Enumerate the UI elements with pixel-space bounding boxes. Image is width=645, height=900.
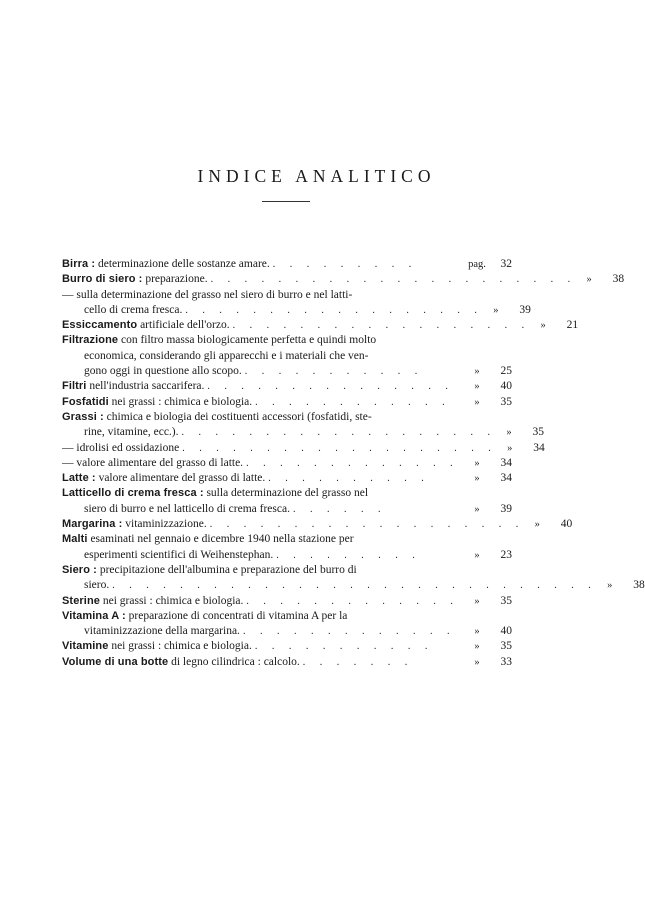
entry-text: vitaminizzazione.	[125, 518, 207, 531]
index-line	[62, 624, 512, 639]
index-line	[62, 532, 512, 547]
page-marker: »	[474, 595, 480, 607]
entry-text: vitaminizzazione della margarina.	[84, 625, 240, 638]
index-line	[62, 288, 512, 303]
entry-text: gono oggi in questione allo scopo.	[84, 365, 242, 378]
page-marker: »	[507, 442, 513, 454]
index-list	[62, 257, 645, 670]
page-marker: »	[474, 641, 480, 653]
entry-text: precipitazione dell'albumina e preparazione del burro di	[99, 563, 357, 576]
page-number: 40	[560, 518, 573, 531]
page-marker: »	[493, 304, 499, 316]
entry-text: valore alimentare del grasso di latte.	[98, 472, 266, 485]
entry-heading: Latticello di crema fresca :	[62, 487, 204, 500]
leader-dots: . . . . . .	[292, 503, 387, 515]
leader-dots: . . . . . . . . . . .	[254, 641, 434, 653]
page-marker: »	[586, 274, 592, 286]
entry-heading: Filtri	[62, 380, 87, 393]
page-number: 39	[500, 502, 512, 515]
page-marker: »	[474, 549, 480, 561]
page-number: 33	[500, 655, 512, 668]
entry-text: nell'industria saccarifera.	[89, 380, 205, 393]
entry-text: — sulla determinazione del grasso nel siero di burro e nel latti-	[62, 288, 353, 301]
index-line	[62, 548, 512, 563]
entry-text: con filtro massa biologicamente perfetta e quindi molto	[120, 334, 377, 347]
index-entry	[62, 395, 512, 410]
page-marker: »	[474, 503, 480, 515]
index-entry	[62, 318, 579, 333]
page-number: 23	[500, 548, 512, 561]
entry-heading: Sterine	[62, 594, 100, 607]
entry-heading: Siero :	[62, 563, 97, 576]
index-entry	[62, 333, 512, 379]
entry-text: preparazione.	[145, 273, 208, 286]
entry-heading: Essiccamento	[62, 319, 138, 332]
leader-dots: . . . . . . . . . . .	[244, 366, 424, 378]
page-marker: »	[474, 381, 480, 393]
page-marker: »	[607, 580, 613, 592]
index-entry	[62, 456, 512, 471]
index-line	[62, 257, 512, 272]
index-line	[62, 486, 512, 501]
index-entry	[62, 471, 512, 486]
leader-dots: . . . . . . . . . . . . . . . . . . .	[182, 442, 497, 454]
page-marker: pag.	[468, 259, 486, 270]
entry-text: nei grassi : chimica e biologia.	[111, 395, 253, 408]
page-marker: »	[534, 519, 540, 531]
entry-text: sulla determinazione del grasso nel	[206, 487, 369, 500]
page-number: 35	[532, 426, 545, 439]
index-entry	[62, 288, 531, 319]
page-marker: »	[474, 626, 480, 638]
index-entry	[62, 257, 512, 272]
index-line	[62, 425, 545, 440]
index-entry	[62, 563, 645, 594]
page-marker: »	[474, 457, 480, 469]
leader-dots: . . . . . . . . . . . . .	[246, 595, 459, 607]
page-marker: »	[474, 656, 480, 668]
index-line	[62, 456, 512, 471]
entry-heading: Volume di una botte	[62, 655, 169, 668]
entry-text: — idrolisi ed ossidazione	[62, 441, 180, 454]
entry-text: esperimenti scientifici di Weihenstephan.	[84, 548, 274, 561]
index-line	[62, 441, 545, 456]
entry-text: — valore alimentare del grasso di latte.	[62, 456, 244, 469]
page-number: 39	[519, 303, 531, 316]
entry-text: esaminati nel gennaio e dicembre 1940 nella stazione per	[90, 533, 354, 546]
page-number: 40	[500, 380, 512, 393]
page-marker: »	[506, 427, 512, 439]
index-entry	[62, 532, 512, 563]
page-number: 32	[500, 258, 512, 270]
index-line	[62, 303, 531, 318]
index-entry	[62, 272, 625, 287]
leader-dots: . . . . . . . . . . . . . . .	[207, 381, 454, 393]
index-line	[62, 410, 512, 425]
index-line	[62, 639, 512, 654]
leader-dots: . . . . . . . . . . . . . . . . . . .	[209, 519, 525, 531]
index-entry	[62, 639, 512, 654]
entry-text: siero.	[84, 579, 110, 592]
entry-heading: Filtrazione	[62, 334, 119, 347]
page-marker: »	[474, 366, 480, 378]
leader-dots: . . . . . . .	[302, 656, 414, 668]
leader-dots: . . . . . . . . . . . . .	[242, 626, 456, 638]
entry-heading: Fosfatidi	[62, 395, 109, 408]
index-line	[62, 349, 512, 364]
page-number: 34	[500, 472, 512, 485]
leader-dots: . . . . . . . . . . . .	[255, 396, 451, 408]
entry-heading: Grassi :	[62, 410, 104, 423]
index-entry	[62, 655, 512, 670]
page-number: 25	[500, 365, 512, 378]
leader-dots: . . . . . . . . . . . . . . . . . . . . . . . . . . . . .	[112, 580, 597, 592]
leader-dots: . . . . . . . . .	[276, 549, 421, 561]
index-line	[62, 502, 512, 517]
page-number: 34	[500, 456, 512, 469]
page-number: 38	[612, 273, 625, 286]
page-number: 21	[566, 319, 579, 332]
entry-text: nei grassi : chimica e biologia.	[111, 640, 252, 653]
index-line	[62, 395, 512, 410]
entry-text: artificiale dell'orzo.	[140, 319, 230, 332]
page-number: 35	[500, 594, 512, 607]
index-entry	[62, 379, 512, 394]
page-number: 35	[500, 395, 512, 408]
entry-text: preparazione di concentrati di vitamina A per la	[128, 609, 348, 622]
index-line	[62, 318, 579, 333]
entry-text: siero di burro e nel latticello di crema fresca.	[84, 502, 290, 515]
index-line	[62, 333, 512, 348]
page-marker: »	[474, 396, 480, 408]
entry-text: rine, vitamine, ecc.).	[84, 426, 179, 439]
entry-text: determinazione delle sostanze amare.	[97, 258, 270, 270]
entry-heading: Burro di siero :	[62, 273, 143, 286]
index-entry	[62, 609, 512, 640]
entry-heading: Vitamine	[62, 640, 109, 653]
index-entry	[62, 594, 512, 609]
leader-dots: . . . . . . . . .	[272, 259, 418, 270]
entry-text: nei grassi : chimica e biologia.	[102, 594, 244, 607]
index-line	[62, 272, 625, 287]
leader-dots: . . . . . . . . . . . . .	[246, 457, 459, 469]
page-number: 35	[500, 640, 512, 653]
leader-dots: . . . . . . . . . . . . . . . . . .	[185, 304, 483, 316]
index-line	[62, 471, 512, 486]
title-rule	[262, 201, 310, 202]
index-line	[62, 563, 512, 578]
leader-dots: . . . . . . . . . . . . . . . . . .	[232, 320, 531, 332]
page-marker: »	[474, 473, 480, 485]
index-entry	[62, 486, 512, 517]
index-line	[62, 364, 512, 379]
page-number: 38	[633, 579, 645, 592]
index-entry	[62, 441, 545, 456]
entry-text: economica, considerando gli apparecchi e i materiali che ven-	[84, 349, 369, 362]
index-entry	[62, 410, 545, 441]
leader-dots: . . . . . . . . . . . . . . . . . . . . . .	[210, 274, 577, 286]
leader-dots: . . . . . . . . . .	[268, 473, 430, 485]
index-line	[62, 594, 512, 609]
index-line	[62, 517, 573, 532]
entry-heading: Margarina :	[62, 518, 123, 531]
page-number: 40	[500, 625, 512, 638]
index-line	[62, 655, 512, 670]
index-line	[62, 578, 645, 593]
entry-heading: Birra :	[62, 258, 96, 270]
entry-heading: Latte :	[62, 472, 96, 485]
leader-dots: . . . . . . . . . . . . . . . . . . .	[181, 427, 497, 439]
page-title: INDICE ANALITICO	[197, 166, 436, 186]
entry-heading: Vitamina A :	[62, 609, 126, 622]
page-marker: »	[540, 320, 546, 332]
entry-text: chimica e biologia dei costituenti accessori (fosfatidi, ste-	[106, 410, 372, 423]
index-entry	[62, 517, 573, 532]
index-line	[62, 609, 512, 624]
entry-heading: Malti	[62, 533, 88, 546]
index-line	[62, 379, 512, 394]
page-number: 34	[533, 441, 545, 454]
entry-text: di legno cilindrica : calcolo.	[171, 655, 300, 668]
entry-text: cello di crema fresca.	[84, 303, 183, 316]
